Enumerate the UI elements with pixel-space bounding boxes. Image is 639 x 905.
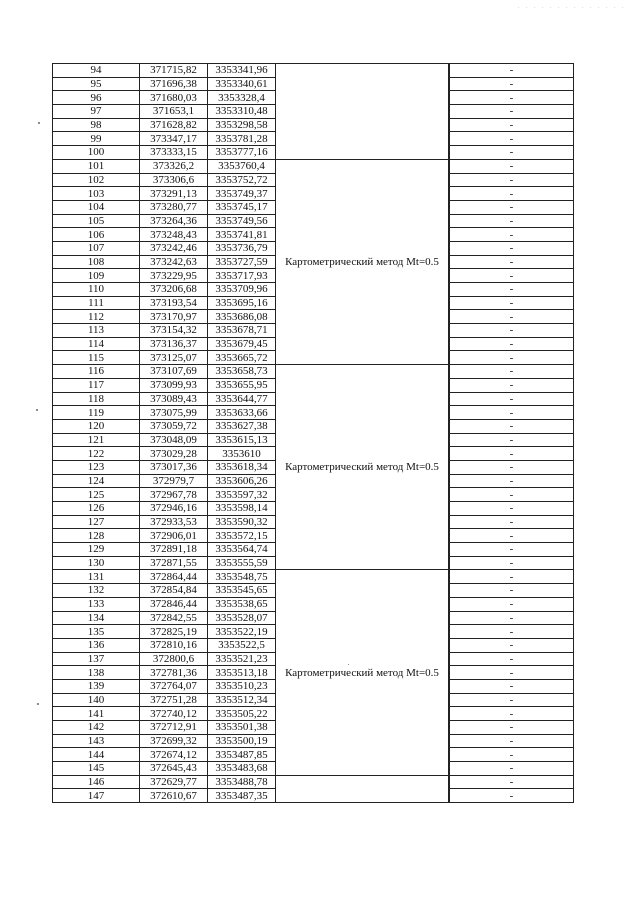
note-cell: -: [450, 679, 574, 693]
x-coordinate-cell: 372871,55: [140, 556, 208, 570]
note-cell: -: [450, 556, 574, 570]
y-coordinate-cell: 3353633,66: [208, 406, 276, 420]
y-coordinate-cell: 3353658,73: [208, 365, 276, 379]
x-coordinate-cell: 372825,19: [140, 625, 208, 639]
y-coordinate-cell: 3353487,35: [208, 789, 276, 803]
y-coordinate-cell: 3353522,5: [208, 638, 276, 652]
point-number-cell: 124: [53, 474, 140, 488]
y-coordinate-cell: 3353717,93: [208, 269, 276, 283]
point-number-cell: 139: [53, 679, 140, 693]
point-number-cell: 123: [53, 460, 140, 474]
note-cell: -: [450, 666, 574, 680]
point-number-cell: 140: [53, 693, 140, 707]
method-cell: [276, 775, 449, 802]
point-number-cell: 142: [53, 721, 140, 735]
point-number-cell: 101: [53, 159, 140, 173]
x-coordinate-cell: 371715,82: [140, 64, 208, 78]
y-coordinate-cell: 3353665,72: [208, 351, 276, 365]
note-cell: -: [450, 132, 574, 146]
y-coordinate-cell: 3353610: [208, 447, 276, 461]
x-coordinate-cell: 373193,54: [140, 296, 208, 310]
y-coordinate-cell: 3353627,38: [208, 419, 276, 433]
note-cell: -: [450, 159, 574, 173]
x-coordinate-cell: 372610,67: [140, 789, 208, 803]
note-cell: -: [450, 118, 574, 132]
y-coordinate-cell: 3353501,38: [208, 721, 276, 735]
point-number-cell: 137: [53, 652, 140, 666]
point-number-cell: 128: [53, 529, 140, 543]
point-number-cell: 109: [53, 269, 140, 283]
y-coordinate-cell: 3353644,77: [208, 392, 276, 406]
point-number-cell: 102: [53, 173, 140, 187]
x-coordinate-cell: 372751,28: [140, 693, 208, 707]
x-coordinate-cell: 372629,77: [140, 775, 208, 789]
x-coordinate-cell: 373154,32: [140, 324, 208, 338]
y-coordinate-cell: 3353752,72: [208, 173, 276, 187]
y-coordinate-cell: 3353749,37: [208, 187, 276, 201]
x-coordinate-cell: 373048,09: [140, 433, 208, 447]
point-number-cell: 129: [53, 543, 140, 557]
x-coordinate-cell: 372674,12: [140, 748, 208, 762]
x-coordinate-cell: 372946,16: [140, 502, 208, 516]
x-coordinate-cell: 371680,03: [140, 91, 208, 105]
y-coordinate-cell: 3353328,4: [208, 91, 276, 105]
x-coordinate-cell: 372842,55: [140, 611, 208, 625]
note-cell: -: [450, 447, 574, 461]
point-number-cell: 135: [53, 625, 140, 639]
table-row: [53, 64, 574, 78]
y-coordinate-cell: 3353545,65: [208, 584, 276, 598]
x-coordinate-cell: 372967,78: [140, 488, 208, 502]
y-coordinate-cell: 3353781,28: [208, 132, 276, 146]
note-cell: -: [450, 406, 574, 420]
y-coordinate-cell: 3353522,19: [208, 625, 276, 639]
note-cell: -: [450, 283, 574, 297]
note-cell: -: [450, 187, 574, 201]
note-cell: -: [450, 611, 574, 625]
x-coordinate-cell: 372854,84: [140, 584, 208, 598]
x-coordinate-cell: 372933,53: [140, 515, 208, 529]
note-cell: -: [450, 146, 574, 160]
x-coordinate-cell: 373291,13: [140, 187, 208, 201]
point-number-cell: 105: [53, 214, 140, 228]
point-number-cell: 126: [53, 502, 140, 516]
y-coordinate-cell: 3353505,22: [208, 707, 276, 721]
point-number-cell: 143: [53, 734, 140, 748]
y-coordinate-cell: 3353555,59: [208, 556, 276, 570]
y-coordinate-cell: 3353709,96: [208, 283, 276, 297]
y-coordinate-cell: 3353736,79: [208, 241, 276, 255]
point-number-cell: 108: [53, 255, 140, 269]
note-cell: -: [450, 543, 574, 557]
y-coordinate-cell: 3353741,81: [208, 228, 276, 242]
note-cell: -: [450, 570, 574, 584]
x-coordinate-cell: 373242,46: [140, 241, 208, 255]
note-cell: -: [450, 433, 574, 447]
x-coordinate-cell: 373242,63: [140, 255, 208, 269]
scan-speck: [37, 703, 39, 705]
point-number-cell: 127: [53, 515, 140, 529]
note-cell: -: [450, 762, 574, 776]
y-coordinate-cell: 3353564,74: [208, 543, 276, 557]
note-cell: -: [450, 789, 574, 803]
x-coordinate-cell: 372979,7: [140, 474, 208, 488]
y-coordinate-cell: 3353679,45: [208, 337, 276, 351]
note-cell: -: [450, 77, 574, 91]
x-coordinate-cell: 373347,17: [140, 132, 208, 146]
point-number-cell: 111: [53, 296, 140, 310]
note-cell: -: [450, 775, 574, 789]
x-coordinate-cell: 373264,36: [140, 214, 208, 228]
y-coordinate-cell: 3353597,32: [208, 488, 276, 502]
point-number-cell: 103: [53, 187, 140, 201]
x-coordinate-cell: 373136,37: [140, 337, 208, 351]
x-coordinate-cell: 373075,99: [140, 406, 208, 420]
x-coordinate-cell: 373229,95: [140, 269, 208, 283]
y-coordinate-cell: 3353513,18: [208, 666, 276, 680]
note-cell: -: [450, 105, 574, 119]
point-number-cell: 120: [53, 419, 140, 433]
y-coordinate-cell: 3353777,16: [208, 146, 276, 160]
y-coordinate-cell: 3353548,75: [208, 570, 276, 584]
point-number-cell: 116: [53, 365, 140, 379]
y-coordinate-cell: 3353749,56: [208, 214, 276, 228]
y-coordinate-cell: 3353538,65: [208, 597, 276, 611]
point-number-cell: 132: [53, 584, 140, 598]
y-coordinate-cell: 3353528,07: [208, 611, 276, 625]
y-coordinate-cell: 3353572,15: [208, 529, 276, 543]
point-number-cell: 104: [53, 200, 140, 214]
x-coordinate-cell: 372800,6: [140, 652, 208, 666]
x-coordinate-cell: 373017,36: [140, 460, 208, 474]
x-coordinate-cell: 372764,07: [140, 679, 208, 693]
note-cell: -: [450, 310, 574, 324]
y-coordinate-cell: 3353521,23: [208, 652, 276, 666]
note-cell: -: [450, 529, 574, 543]
point-number-cell: 119: [53, 406, 140, 420]
scan-speck: [38, 122, 40, 124]
point-number-cell: 96: [53, 91, 140, 105]
table-row: [53, 159, 574, 173]
x-coordinate-cell: 373326,2: [140, 159, 208, 173]
x-coordinate-cell: 373107,69: [140, 365, 208, 379]
y-coordinate-cell: 3353615,13: [208, 433, 276, 447]
note-cell: -: [450, 255, 574, 269]
point-number-cell: 131: [53, 570, 140, 584]
y-coordinate-cell: 3353618,34: [208, 460, 276, 474]
note-cell: -: [450, 296, 574, 310]
note-cell: -: [450, 638, 574, 652]
y-coordinate-cell: 3353590,32: [208, 515, 276, 529]
method-cell: Картометрический метод Mt=0.5: [276, 570, 449, 775]
y-coordinate-cell: 3353512,34: [208, 693, 276, 707]
point-number-cell: 130: [53, 556, 140, 570]
x-coordinate-cell: 372699,32: [140, 734, 208, 748]
point-number-cell: 136: [53, 638, 140, 652]
x-coordinate-cell: 373125,07: [140, 351, 208, 365]
note-cell: -: [450, 214, 574, 228]
point-number-cell: 99: [53, 132, 140, 146]
y-coordinate-cell: 3353678,71: [208, 324, 276, 338]
x-coordinate-cell: 372781,36: [140, 666, 208, 680]
y-coordinate-cell: 3353340,61: [208, 77, 276, 91]
x-coordinate-cell: 371628,82: [140, 118, 208, 132]
x-coordinate-cell: 373059,72: [140, 419, 208, 433]
y-coordinate-cell: 3353686,08: [208, 310, 276, 324]
note-cell: -: [450, 652, 574, 666]
y-coordinate-cell: 3353298,58: [208, 118, 276, 132]
y-coordinate-cell: 3353310,48: [208, 105, 276, 119]
note-cell: -: [450, 584, 574, 598]
y-coordinate-cell: 3353727,59: [208, 255, 276, 269]
note-cell: -: [450, 474, 574, 488]
x-coordinate-cell: 373206,68: [140, 283, 208, 297]
x-coordinate-cell: 373248,43: [140, 228, 208, 242]
note-cell: -: [450, 597, 574, 611]
note-cell: -: [450, 173, 574, 187]
x-coordinate-cell: 373089,43: [140, 392, 208, 406]
note-cell: -: [450, 392, 574, 406]
table-row: [53, 365, 574, 379]
point-number-cell: 110: [53, 283, 140, 297]
point-number-cell: 147: [53, 789, 140, 803]
point-number-cell: 107: [53, 241, 140, 255]
point-number-cell: 106: [53, 228, 140, 242]
point-number-cell: 100: [53, 146, 140, 160]
note-cell: -: [450, 64, 574, 78]
note-cell: -: [450, 748, 574, 762]
point-number-cell: 145: [53, 762, 140, 776]
note-cell: -: [450, 625, 574, 639]
note-cell: -: [450, 365, 574, 379]
y-coordinate-cell: 3353500,19: [208, 734, 276, 748]
point-number-cell: 118: [53, 392, 140, 406]
point-number-cell: 146: [53, 775, 140, 789]
x-coordinate-cell: 373333,15: [140, 146, 208, 160]
point-number-cell: 134: [53, 611, 140, 625]
point-number-cell: 112: [53, 310, 140, 324]
y-coordinate-cell: 3353483,68: [208, 762, 276, 776]
x-coordinate-cell: 372740,12: [140, 707, 208, 721]
y-coordinate-cell: 3353606,26: [208, 474, 276, 488]
note-cell: -: [450, 91, 574, 105]
y-coordinate-cell: 3353655,95: [208, 378, 276, 392]
note-cell: -: [450, 228, 574, 242]
x-coordinate-cell: 372846,44: [140, 597, 208, 611]
note-cell: -: [450, 419, 574, 433]
method-cell: Картометрический метод Mt=0.5: [276, 159, 449, 364]
coordinates-table: [52, 63, 574, 803]
table-row: [53, 775, 574, 789]
note-cell: -: [450, 693, 574, 707]
note-cell: -: [450, 324, 574, 338]
x-coordinate-cell: 371696,38: [140, 77, 208, 91]
y-coordinate-cell: 3353488,78: [208, 775, 276, 789]
point-number-cell: 133: [53, 597, 140, 611]
note-cell: -: [450, 351, 574, 365]
note-cell: -: [450, 515, 574, 529]
scan-speck: [36, 409, 38, 411]
x-coordinate-cell: 372891,18: [140, 543, 208, 557]
point-number-cell: 97: [53, 105, 140, 119]
x-coordinate-cell: 372906,01: [140, 529, 208, 543]
y-coordinate-cell: 3353760,4: [208, 159, 276, 173]
y-coordinate-cell: 3353341,96: [208, 64, 276, 78]
point-number-cell: 94: [53, 64, 140, 78]
scan-header-mark: . . . . . . . . . . . . . .: [516, 4, 625, 10]
point-number-cell: 125: [53, 488, 140, 502]
point-number-cell: 122: [53, 447, 140, 461]
x-coordinate-cell: 372810,16: [140, 638, 208, 652]
x-coordinate-cell: 373099,93: [140, 378, 208, 392]
method-cell: Картометрический метод Mt=0.5: [276, 365, 449, 570]
x-coordinate-cell: 372712,91: [140, 721, 208, 735]
note-cell: -: [450, 502, 574, 516]
y-coordinate-cell: 3353745,17: [208, 200, 276, 214]
y-coordinate-cell: 3353695,16: [208, 296, 276, 310]
note-cell: -: [450, 488, 574, 502]
point-number-cell: 98: [53, 118, 140, 132]
note-cell: -: [450, 721, 574, 735]
x-coordinate-cell: 373306,6: [140, 173, 208, 187]
x-coordinate-cell: 373029,28: [140, 447, 208, 461]
table-row: [53, 570, 574, 584]
note-cell: -: [450, 241, 574, 255]
point-number-cell: 117: [53, 378, 140, 392]
point-number-cell: 141: [53, 707, 140, 721]
point-number-cell: 138: [53, 666, 140, 680]
x-coordinate-cell: 373170,97: [140, 310, 208, 324]
coordinates-table-sheet: [52, 63, 622, 803]
note-cell: -: [450, 269, 574, 283]
note-cell: -: [450, 707, 574, 721]
point-number-cell: 95: [53, 77, 140, 91]
y-coordinate-cell: 3353487,85: [208, 748, 276, 762]
note-cell: -: [450, 460, 574, 474]
note-cell: -: [450, 337, 574, 351]
y-coordinate-cell: 3353510,23: [208, 679, 276, 693]
point-number-cell: 115: [53, 351, 140, 365]
note-cell: -: [450, 200, 574, 214]
x-coordinate-cell: 372864,44: [140, 570, 208, 584]
x-coordinate-cell: 372645,43: [140, 762, 208, 776]
note-cell: -: [450, 378, 574, 392]
method-cell: [276, 64, 449, 160]
point-number-cell: 113: [53, 324, 140, 338]
point-number-cell: 144: [53, 748, 140, 762]
x-coordinate-cell: 373280,77: [140, 200, 208, 214]
x-coordinate-cell: 371653,1: [140, 105, 208, 119]
point-number-cell: 121: [53, 433, 140, 447]
point-number-cell: 114: [53, 337, 140, 351]
note-cell: -: [450, 734, 574, 748]
y-coordinate-cell: 3353598,14: [208, 502, 276, 516]
